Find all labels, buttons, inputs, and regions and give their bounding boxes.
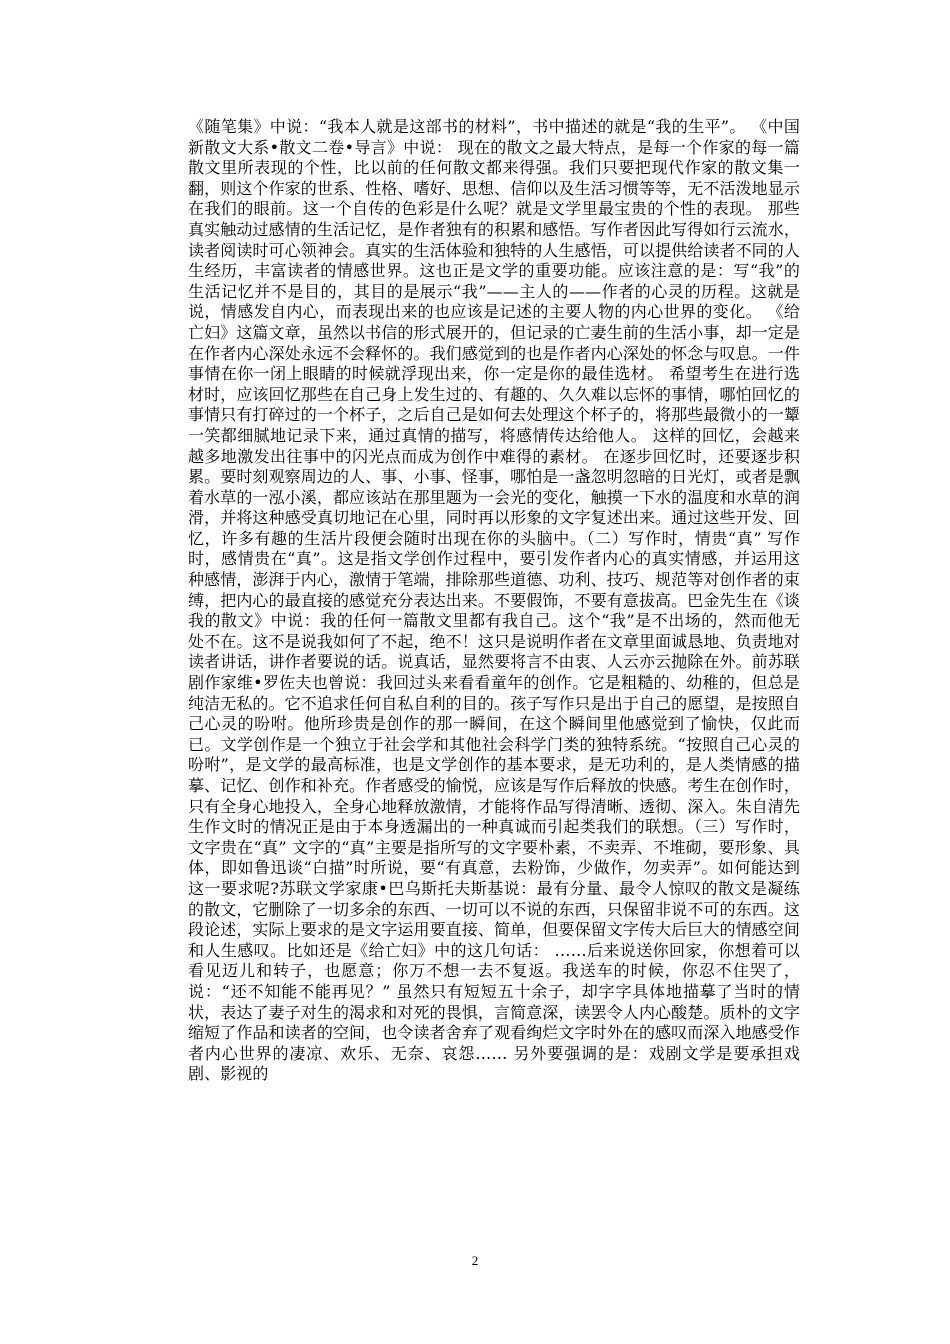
page-number: 2 <box>471 1253 479 1268</box>
body-paragraph: 《随笔集》中说：“我本人就是这部书的材料”，书中描述的就是“我的生平”。 《中国新散文大系•散文二卷•导言》中说： 现在的散文之最大特点，是每一个作家的每一篇散文里所表现的个性，比以前的任何散文都来得强。我们只要把现代作家的散文集一翻，则这个作家的世系、性格、嗜好、思想、信仰以及生活习惯等等，无不活泼地显示在我们的眼前。这一个自传的色彩是什么呢？就是文学里最宝贵的个性的表现。 那些真实触动过感情的生活记忆，是作者独有的积累和感悟。写作者因此写得如行云流水，读者阅读时可心领神会。真实的生活体验和独特的人生感悟，可以提供给读者不同的人生经历，丰富读者的情感世界。这也正是文学的重要功能。应该注意的是：写“我”的生活记忆并不是目的，其目的是展示“我”——主人的——作者的心灵的历程。这就是说，情感发自内心，而表现出来的也应该是记述的主要人物的内心世界的变化。 《给亡妇》这篇文章，虽然以书信的形式展开的，但记录的亡妻生前的生活小事，却一定是在作者内心深处永远不会释怀的。我们感觉到的也是作者内心深处的怀念与叹息。一件事情在你一闭上眼睛的时候就浮现出来，你一定是你的最佳选材。 希望考生在进行选材时，应该回忆那些在自己身上发生过的、有趣的、久久难以忘怀的事情，哪怕回忆的事情只有打碎过的一个杯子，之后自己是如何去处理这个杯子的，将那些最微小的一颦一笑都细腻地记录下来，通过真情的描写，将感情传达给他人。 这样的回忆，会越来越多地激发出往事中的闪光点而成为创作中难得的素材。 在逐步回忆时，还要逐步积累。要时刻观察周边的人、事、小事、怪事，哪怕是一盏忽明忽暗的日光灯，或者是飘着水草的一泓小溪，都应该站在那里题为一会光的变化，触摸一下水的温度和水草的润滑，并将这种感受真切地记在心里，同时再以形象的文字复述出来。通过这些开发、回忆，许多有趣的生活片段便会随时出现在你的头脑中。（二）写作时，情贵“真” 写作时，感情贵在“真”。这是指文学创作过程中，要引发作者内心的真实情感，并运用这种感情，澎湃于内心，激情于笔端，排除那些道德、功利、技巧、规范等对创作者的束缚，把内心的最直接的感觉充分表达出来。不要假饰，不要有意拔高。巴金先生在《谈我的散文》中说：我的任何一篇散文里都有我自己。这个“我”是不出场的，然而他无处不在。这不是说我如何了不起，绝不！这只是说明作者在文章里面诚恳地、负责地对读者讲话，讲作者要说的话。说真话，显然要将言不由衷、人云亦云抛除在外。前苏联剧作家维•罗佐夫也曾说：我回过头来看看童年的创作。它是粗糙的、幼稚的，但总是纯洁无私的。它不追求任何自私自利的目的。孩子写作只是出于自己的愿望，是按照自己心灵的吩咐。他所珍贵是创作的那一瞬间，在这个瞬间里他感觉到了愉快，仅此而已。文学创作是一个独立于社会学和其他社会科学门类的独特系统。“按照自己心灵的吩咐”，是文学的最高标准，也是文学创作的基本要求，是无功利的，是人类情感的描摹、记忆、创作和补充。作者感受的愉悦，应该是写作后释放的快感。考生在创作时，只有全身心地投入，全身心地释放激情，才能将作品写得清晰、透彻、深入。朱自清先生作文时的情况正是由于本身透漏出的一种真诚而引起类我们的联想。（三）写作时，文字贵在“真” 文字的“真”主要是指所写的文字要朴素，不卖弄、不堆砌，要形象、具体，即如鲁迅谈“白描”时所说，要“有真意，去粉饰，少做作，勿卖弄”。如何能达到这一要求呢?苏联文学家康•巴乌斯托夫斯基说：最有分量、最令人惊叹的散文是凝练的散文，它删除了一切多余的东西、一切可以不说的东西，只保留非说不可的东西。这段论述，实际上要求的是文字运用要直接、简单，但要保留文字传大后巨大的情感空间和人生感叹。比如还是《给亡妇》中的这几句话： ……后来说送你回家，你想着可以看见迈儿和转子，也愿意；你万不想一去不复返。我送车的时候，你忍不住哭了，说：“还不知能不能再见？” 虽然只有短短五十余子，却字字具体地描摹了当时的情状，表达了妻子对生的渴求和对死的畏惧，言简意深，读罢令人内心酸楚。质朴的文字缩短了作品和读者的空间，也令读者舍弃了观看绚烂文字时外在的感叹而深入地感受作者内心世界的凄凉、欢乐、无奈、哀怨…… 另外要强调的是：戏剧文学是要承担戏剧、影视的 <box>188 117 800 1084</box>
